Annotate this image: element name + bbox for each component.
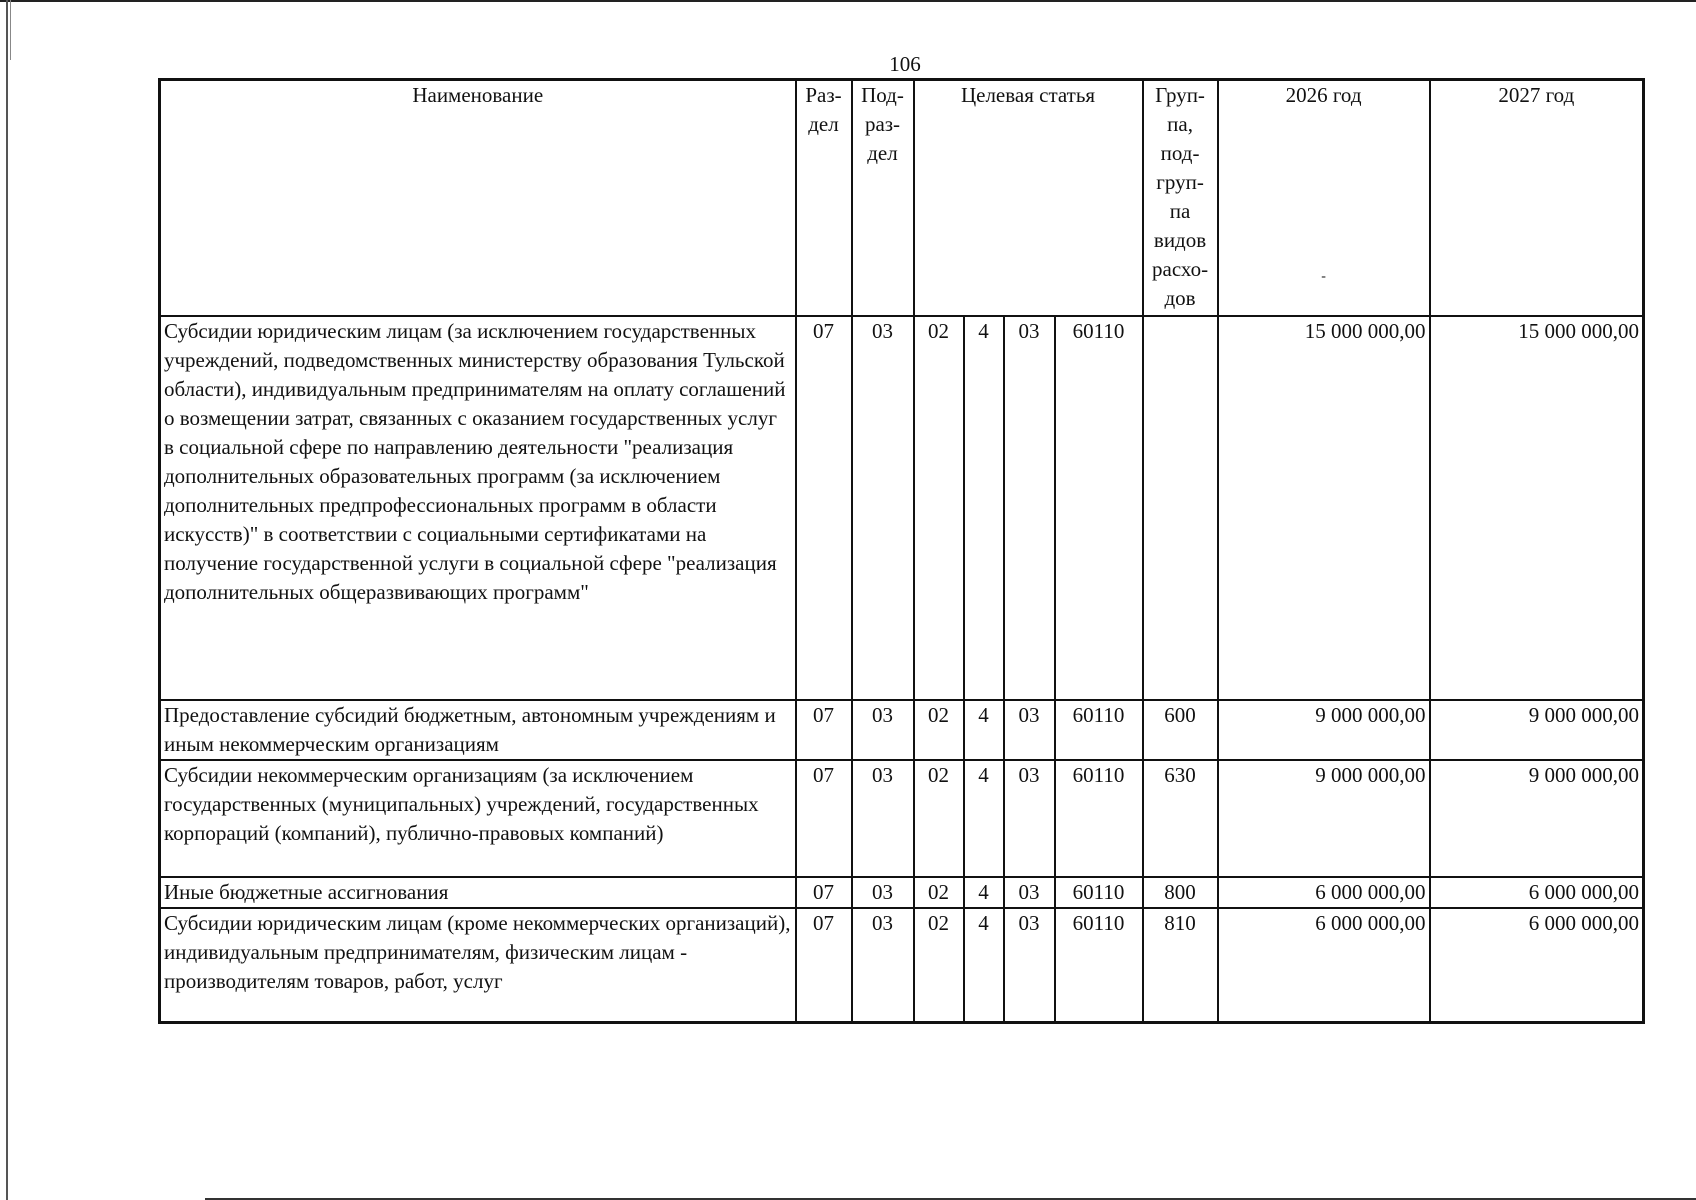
row-target-1: 02 (914, 760, 964, 877)
row-target-1: 02 (914, 316, 964, 700)
row-name: Предоставление субсидий бюджетным, автономным учреждениям и иным некоммерческим организациям (160, 700, 796, 760)
row-name: Субсидии некоммерческим организациям (за исключением государственных (муниципальных) учреждений, государственных корпораций (компаний), публично-правовых компаний) (160, 760, 796, 877)
row-group: 630 (1143, 760, 1218, 877)
row-group: 800 (1143, 877, 1218, 908)
row-group: 600 (1143, 700, 1218, 760)
row-amount-2027: 9 000 000,00 (1430, 700, 1644, 760)
row-amount-2026: 9 000 000,00 (1218, 760, 1430, 877)
row-target-3: 03 (1004, 877, 1055, 908)
row-amount-2026: 9 000 000,00 (1218, 700, 1430, 760)
row-target-4: 60110 (1055, 760, 1143, 877)
table-row (160, 316, 1644, 700)
row-name: Субсидии юридическим лицам (кроме некоммерческих организаций), индивидуальным предпринимателям, физическим лицам - производителям товаров, работ, услуг (160, 908, 796, 1023)
page-number: 106 (889, 52, 921, 76)
header-target-article: Целевая статья (914, 80, 1143, 316)
row-amount-2027: 9 000 000,00 (1430, 760, 1644, 877)
row-target-1: 02 (914, 908, 964, 1023)
row-amount-2027: 6 000 000,00 (1430, 877, 1644, 908)
row-amount-2027: 6 000 000,00 (1430, 908, 1644, 1023)
scan-left-edge (6, 0, 8, 1200)
row-target-1: 02 (914, 877, 964, 908)
row-target-3: 03 (1004, 908, 1055, 1023)
row-target-2: 4 (964, 908, 1004, 1023)
row-amount-2026: 15 000 000,00 (1218, 316, 1430, 700)
row-target-2: 4 (964, 700, 1004, 760)
row-razdel: 07 (796, 760, 852, 877)
row-razdel: 07 (796, 877, 852, 908)
row-amount-2026: 6 000 000,00 (1218, 908, 1430, 1023)
row-group (1143, 316, 1218, 700)
row-amount-2026: 6 000 000,00 (1218, 877, 1430, 908)
row-podrazdel: 03 (852, 877, 914, 908)
table-row (160, 700, 1644, 760)
row-target-3: 03 (1004, 760, 1055, 877)
row-name: Иные бюджетные ассигнования (160, 877, 796, 908)
row-razdel: 07 (796, 316, 852, 700)
row-podrazdel: 03 (852, 700, 914, 760)
table-row (160, 908, 1644, 1023)
row-amount-2027: 15 000 000,00 (1430, 316, 1644, 700)
row-target-4: 60110 (1055, 700, 1143, 760)
row-podrazdel: 03 (852, 316, 914, 700)
header-expense-group: Груп- па, под- груп- па видов расхо- дов (1143, 80, 1218, 316)
header-year-2026: 2026 год - (1218, 80, 1430, 316)
row-target-2: 4 (964, 877, 1004, 908)
table-row (160, 760, 1644, 877)
row-podrazdel: 03 (852, 760, 914, 877)
row-target-1: 02 (914, 700, 964, 760)
row-target-4: 60110 (1055, 908, 1143, 1023)
row-razdel: 07 (796, 700, 852, 760)
header-row (160, 80, 1644, 316)
row-name: Субсидии юридическим лицам (за исключением государственных учреждений, подведомственных министерству образования Тульской области), индивидуальным предпринимателям на оплату соглашений о возмещении затрат, связанных с оказанием государственных услуг в социальной сфере по направлению деятельности "реализация дополнительных образовательных программ (за исключением дополнительных предпрофессиональных программ в области искусств)" в соответствии с социальными сертификатами на получение государственной услуги в социальной сфере "реализация дополнительных общеразвивающих программ" (160, 316, 796, 700)
header-dash-mark: - (1321, 269, 1326, 284)
scan-left-edge-mark (10, 0, 11, 60)
row-group: 810 (1143, 908, 1218, 1023)
row-razdel: 07 (796, 908, 852, 1023)
header-name: Наименование (160, 80, 796, 316)
header-podrazdel: Под- раз- дел (852, 80, 914, 316)
row-target-3: 03 (1004, 700, 1055, 760)
row-target-3: 03 (1004, 316, 1055, 700)
row-podrazdel: 03 (852, 908, 914, 1023)
header-year-2027: 2027 год (1430, 80, 1644, 316)
row-target-4: 60110 (1055, 316, 1143, 700)
row-target-2: 4 (964, 316, 1004, 700)
budget-table (158, 78, 1645, 1024)
row-target-2: 4 (964, 760, 1004, 877)
scan-top-edge (0, 0, 1696, 2)
row-target-4: 60110 (1055, 877, 1143, 908)
table-row (160, 877, 1644, 908)
header-razdel: Раз- дел (796, 80, 852, 316)
